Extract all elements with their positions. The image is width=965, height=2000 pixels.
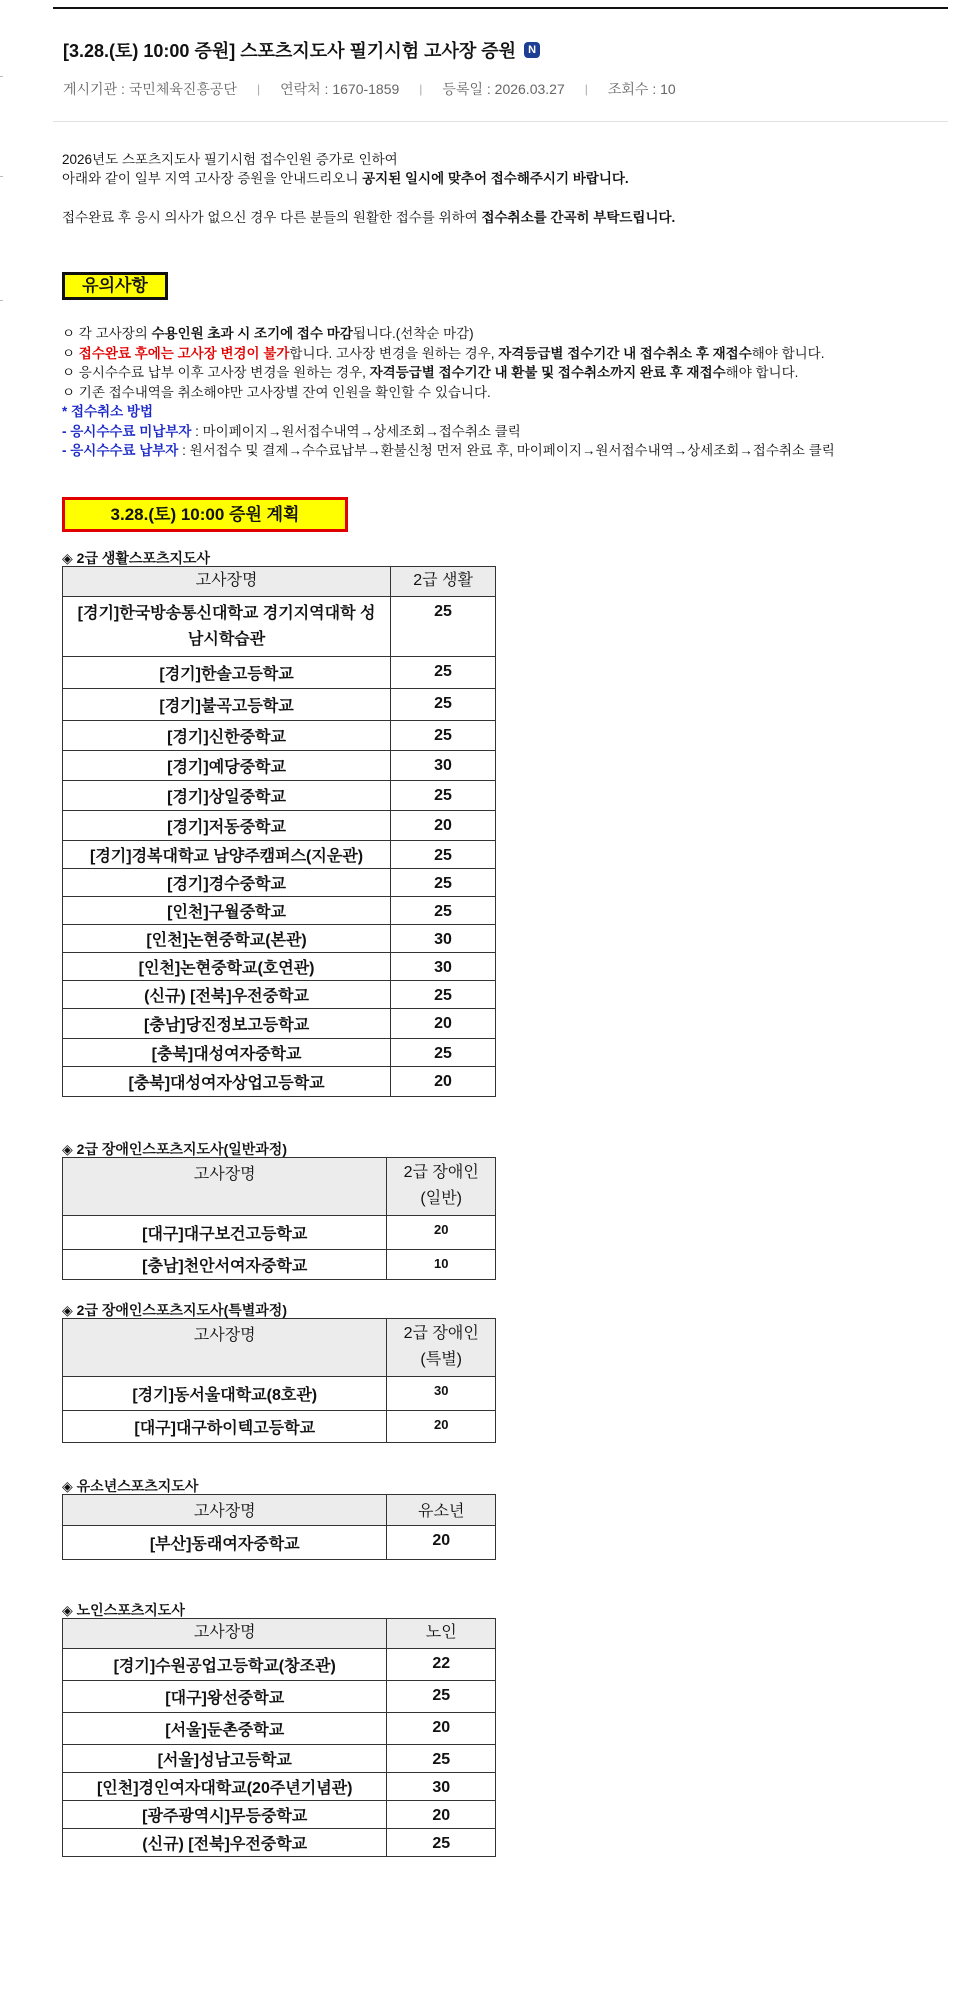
meta-views: 조회수 : 10 bbox=[607, 81, 676, 97]
exam-site-name: [대구]왕선중학교 bbox=[63, 1681, 387, 1713]
meta-org: 게시기관 : 국민체육진흥공단 bbox=[63, 81, 237, 97]
table-row bbox=[63, 1411, 496, 1443]
table-row bbox=[63, 1713, 496, 1745]
exam-site-name: [광주광역시]무등중학교 bbox=[63, 1801, 387, 1829]
notice-item: ㅇ 각 고사장의 수용인원 초과 시 조기에 접수 마감됩니다.(선착순 마감) bbox=[62, 326, 474, 341]
col-header: 2급 장애인 (특별) bbox=[387, 1319, 496, 1377]
table-row bbox=[63, 925, 496, 953]
exam-site-name: [경기]신한중학교 bbox=[63, 721, 391, 751]
exam-site-name: [인천]논현중학교(호연관) bbox=[63, 953, 391, 981]
table-row bbox=[63, 897, 496, 925]
exam-site-capacity: 25 bbox=[391, 657, 496, 689]
table-row bbox=[63, 657, 496, 689]
exam-site-capacity: 25 bbox=[391, 721, 496, 751]
col-header: 2급 장애인 (일반) bbox=[387, 1158, 496, 1216]
exam-site-name: [대구]대구하이텍고등학교 bbox=[63, 1411, 387, 1443]
exam-site-capacity: 25 bbox=[391, 841, 496, 869]
col-header: 고사장명 bbox=[63, 1319, 387, 1377]
exam-site-name: (신규) [전북]우전중학교 bbox=[63, 1829, 387, 1857]
exam-site-name: [경기]수원공업고등학교(창조관) bbox=[63, 1649, 387, 1681]
notice-list bbox=[62, 324, 952, 461]
table-row bbox=[63, 781, 496, 811]
exam-site-capacity: 30 bbox=[391, 925, 496, 953]
exam-site-name: [충남]당진정보고등학교 bbox=[63, 1009, 391, 1039]
meta-date: 등록일 : 2026.03.27 bbox=[442, 81, 565, 97]
notice-item: - 응시수수료 미납부자 : 마이페이지→원서접수내역→상세조회→접수취소 클릭 bbox=[62, 423, 521, 439]
col-header: 고사장명 bbox=[63, 1495, 387, 1526]
exam-site-name: [인천]논현중학교(본관) bbox=[63, 925, 391, 953]
notice-item: ㅇ 응시수수료 납부 이후 고사장 변경을 원하는 경우, 자격등급별 접수기간 내 환불 및 접수취소까지 완료 후 재접수해야 합니다. bbox=[62, 365, 799, 380]
table-row bbox=[63, 841, 496, 869]
exam-site-name: [경기]저동중학교 bbox=[63, 811, 391, 841]
table-row bbox=[63, 811, 496, 841]
exam-site-capacity: 10 bbox=[387, 1250, 496, 1280]
table-row bbox=[63, 953, 496, 981]
new-badge-icon: N bbox=[524, 42, 540, 58]
intro-line: 아래와 같이 일부 지역 고사장 증원을 안내드리오니 공지된 일시에 맞추어 접수해주시기 바랍니다. bbox=[62, 171, 629, 186]
exam-site-name: [서울]둔촌중학교 bbox=[63, 1713, 387, 1745]
table-row bbox=[63, 689, 496, 721]
exam-site-capacity: 20 bbox=[391, 811, 496, 841]
exam-site-name: [경기]예당중학교 bbox=[63, 751, 391, 781]
col-header: 고사장명 bbox=[63, 567, 391, 597]
title-text: [3.28.(토) 10:00 증원] 스포츠지도사 필기시험 고사장 증원 bbox=[63, 41, 517, 61]
exam-site-name: [경기]경복대학교 남양주캠퍼스(지운관) bbox=[63, 841, 391, 869]
intro-text bbox=[62, 150, 942, 227]
table-row bbox=[63, 1009, 496, 1039]
exam-site-capacity: 25 bbox=[387, 1829, 496, 1857]
exam-site-name: [경기]한국방송통신대학교 경기지역대학 성남시학습관 bbox=[63, 597, 391, 657]
table-row bbox=[63, 1526, 496, 1560]
exam-site-capacity: 20 bbox=[391, 1009, 496, 1039]
left-edge-mark bbox=[0, 76, 3, 77]
exam-site-name: [경기]한솔고등학교 bbox=[63, 657, 391, 689]
post-meta bbox=[63, 79, 676, 99]
table-row bbox=[63, 597, 496, 657]
exam-site-capacity: 25 bbox=[387, 1745, 496, 1773]
exam-table-s1 bbox=[62, 566, 496, 1097]
intro-line: 접수완료 후 응시 의사가 없으신 경우 다른 분들의 원활한 접수를 위하여 접수취소를 간곡히 부탁드립니다. bbox=[62, 210, 676, 225]
page-title bbox=[63, 37, 540, 63]
section-title: ◈ 노인스포츠지도사 bbox=[62, 1602, 185, 1618]
notice-heading: 유의사항 bbox=[62, 272, 168, 300]
col-header: 2급 생활 bbox=[391, 567, 496, 597]
table-row bbox=[63, 1216, 496, 1250]
exam-site-capacity: 20 bbox=[387, 1216, 496, 1250]
notice-item: ㅇ 접수완료 후에는 고사장 변경이 불가합니다. 고사장 변경을 원하는 경우, 자격등급별 접수기간 내 접수취소 후 재접수해야 합니다. bbox=[62, 345, 825, 361]
table-row bbox=[63, 1745, 496, 1773]
table-row bbox=[63, 1377, 496, 1411]
exam-site-name: [경기]상일중학교 bbox=[63, 781, 391, 811]
intro-line: 2026년도 스포츠지도사 필기시험 접수인원 증가로 인하여 bbox=[62, 152, 398, 167]
exam-site-capacity: 25 bbox=[391, 689, 496, 721]
section-title: ◈ 2급 생활스포츠지도사 bbox=[62, 550, 211, 566]
exam-site-capacity: 20 bbox=[387, 1801, 496, 1829]
table-row bbox=[63, 1829, 496, 1857]
meta-contact: 연락처 : 1670-1859 bbox=[280, 81, 400, 97]
exam-site-name: [충남]천안서여자중학교 bbox=[63, 1250, 387, 1280]
table-row bbox=[63, 721, 496, 751]
table-row bbox=[63, 1250, 496, 1280]
exam-site-name: (신규) [전북]우전중학교 bbox=[63, 981, 391, 1009]
exam-site-name: [인천]경인여자대학교(20주년기념관) bbox=[63, 1773, 387, 1801]
col-header: 고사장명 bbox=[63, 1158, 387, 1216]
section-title: ◈ 2급 장애인스포츠지도사(특별과정) bbox=[62, 1302, 287, 1318]
table-row bbox=[63, 1039, 496, 1067]
exam-site-name: [대구]대구보건고등학교 bbox=[63, 1216, 387, 1250]
exam-site-capacity: 30 bbox=[387, 1377, 496, 1411]
exam-table-s4 bbox=[62, 1494, 496, 1560]
left-edge-mark bbox=[0, 176, 3, 177]
exam-site-capacity: 30 bbox=[387, 1773, 496, 1801]
meta-separator: | bbox=[419, 82, 423, 96]
exam-site-capacity: 25 bbox=[387, 1681, 496, 1713]
section-title: ◈ 2급 장애인스포츠지도사(일반과정) bbox=[62, 1141, 287, 1157]
exam-site-name: [충북]대성여자상업고등학교 bbox=[63, 1067, 391, 1097]
plan-heading: 3.28.(토) 10:00 증원 계획 bbox=[62, 497, 348, 532]
exam-site-name: [서울]성남고등학교 bbox=[63, 1745, 387, 1773]
exam-site-capacity: 25 bbox=[391, 781, 496, 811]
exam-site-capacity: 25 bbox=[391, 981, 496, 1009]
meta-separator: | bbox=[256, 82, 261, 96]
table-row bbox=[63, 1801, 496, 1829]
exam-site-capacity: 30 bbox=[391, 953, 496, 981]
table-row bbox=[63, 1067, 496, 1097]
table-row bbox=[63, 1773, 496, 1801]
table-row bbox=[63, 1681, 496, 1713]
exam-table-s5 bbox=[62, 1618, 496, 1857]
exam-site-name: [인천]구월중학교 bbox=[63, 897, 391, 925]
col-header: 유소년 bbox=[387, 1495, 496, 1526]
exam-site-capacity: 20 bbox=[387, 1411, 496, 1443]
col-header: 노인 bbox=[387, 1619, 496, 1649]
exam-site-name: [경기]불곡고등학교 bbox=[63, 689, 391, 721]
section-title: ◈ 유소년스포츠지도사 bbox=[62, 1478, 199, 1494]
notice-item: * 접수취소 방법 bbox=[62, 404, 154, 419]
exam-table-s2 bbox=[62, 1157, 496, 1280]
table-row bbox=[63, 981, 496, 1009]
table-row bbox=[63, 1649, 496, 1681]
exam-site-capacity: 30 bbox=[391, 751, 496, 781]
exam-site-name: [충북]대성여자중학교 bbox=[63, 1039, 391, 1067]
exam-site-capacity: 20 bbox=[391, 1067, 496, 1097]
col-header: 고사장명 bbox=[63, 1619, 387, 1649]
exam-site-capacity: 22 bbox=[387, 1649, 496, 1681]
exam-site-name: [경기]경수중학교 bbox=[63, 869, 391, 897]
exam-site-capacity: 20 bbox=[387, 1713, 496, 1745]
exam-site-name: [부산]동래여자중학교 bbox=[63, 1526, 387, 1560]
exam-site-capacity: 25 bbox=[391, 897, 496, 925]
table-row bbox=[63, 751, 496, 781]
exam-site-capacity: 25 bbox=[391, 1039, 496, 1067]
exam-site-capacity: 20 bbox=[387, 1526, 496, 1560]
left-edge-mark bbox=[0, 300, 3, 301]
notice-item: ㅇ 기존 접수내역을 취소해야만 고사장별 잔여 인원을 확인할 수 있습니다. bbox=[62, 384, 491, 400]
exam-site-capacity: 25 bbox=[391, 869, 496, 897]
exam-site-name: [경기]동서울대학교(8호관) bbox=[63, 1377, 387, 1411]
exam-table-s3 bbox=[62, 1318, 496, 1443]
meta-separator: | bbox=[584, 82, 588, 96]
exam-site-capacity: 25 bbox=[391, 597, 496, 657]
notice-item: - 응시수수료 납부자 : 원서접수 및 결제→수수료납부→환불신청 먼저 완료 후, 마이페이지→원서접수내역→상세조회→접수취소 클릭 bbox=[62, 443, 835, 458]
post-header bbox=[53, 9, 948, 122]
table-row bbox=[63, 869, 496, 897]
